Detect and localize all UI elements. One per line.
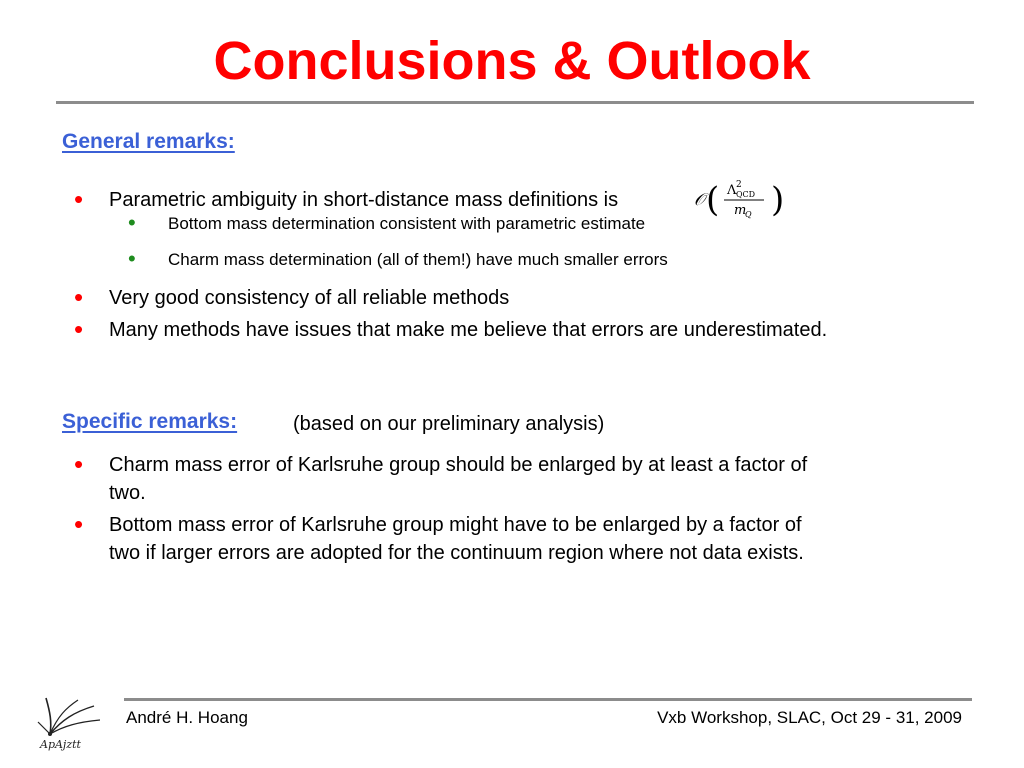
formula-lambda-sup: 2 xyxy=(736,180,742,190)
footer-event: Vxb Workshop, SLAC, Oct 29 - 31, 2009 xyxy=(657,708,962,727)
subbullet-dot-icon: • xyxy=(128,246,136,271)
logo-text: ApAjztt xyxy=(40,738,81,751)
subbullet-text: Charm mass determination (all of them!) have much smaller errors xyxy=(168,250,668,269)
institute-logo xyxy=(28,688,110,752)
order-formula xyxy=(692,178,788,222)
svg-text:): ) xyxy=(771,180,785,220)
footer-divider xyxy=(124,698,972,701)
subbullet-dot-icon: • xyxy=(128,210,136,235)
bullet-text: Bottom mass error of Karlsruhe group might have to be enlarged by a factor of two if larger errors are adopted for the continuum region where not data exists. xyxy=(109,514,804,564)
title-divider xyxy=(56,101,974,104)
formula-lambda-sub: QCD xyxy=(736,190,756,199)
bullet-text: Charm mass error of Karlsruhe group should be enlarged by at least a factor of two. xyxy=(109,454,808,504)
bullet-dot-icon: • xyxy=(74,314,84,344)
subbullet-text: Bottom mass determination consistent with parametric estimate xyxy=(168,214,646,233)
formula-mass: m xyxy=(734,203,747,218)
bullet-dot-icon: • xyxy=(74,282,84,312)
bullet-text: Very good consistency of all reliable methods xyxy=(109,287,510,309)
formula-mass-sub: Q xyxy=(745,210,752,219)
bullet-text: Parametric ambiguity in short-distance mass definitions is xyxy=(109,189,619,211)
formula-big-o: 𝒪 xyxy=(694,190,705,210)
bullet-dot-icon: • xyxy=(74,184,84,214)
bullet-dot-icon: • xyxy=(74,449,84,479)
general-remarks-heading: General remarks: xyxy=(62,130,235,153)
footer-author: André H. Hoang xyxy=(126,708,248,727)
specific-remarks-heading: Specific remarks: xyxy=(62,410,238,433)
slide-title: Conclusions & Outlook xyxy=(213,31,811,91)
bullet-dot-icon: • xyxy=(74,509,84,539)
bullet-text: Many methods have issues that make me believe that errors are underestimated. xyxy=(109,319,828,341)
svg-text:(: ( xyxy=(706,180,720,220)
specific-remarks-note: (based on our preliminary analysis) xyxy=(293,413,605,435)
formula-lambda: Λ xyxy=(727,183,737,198)
